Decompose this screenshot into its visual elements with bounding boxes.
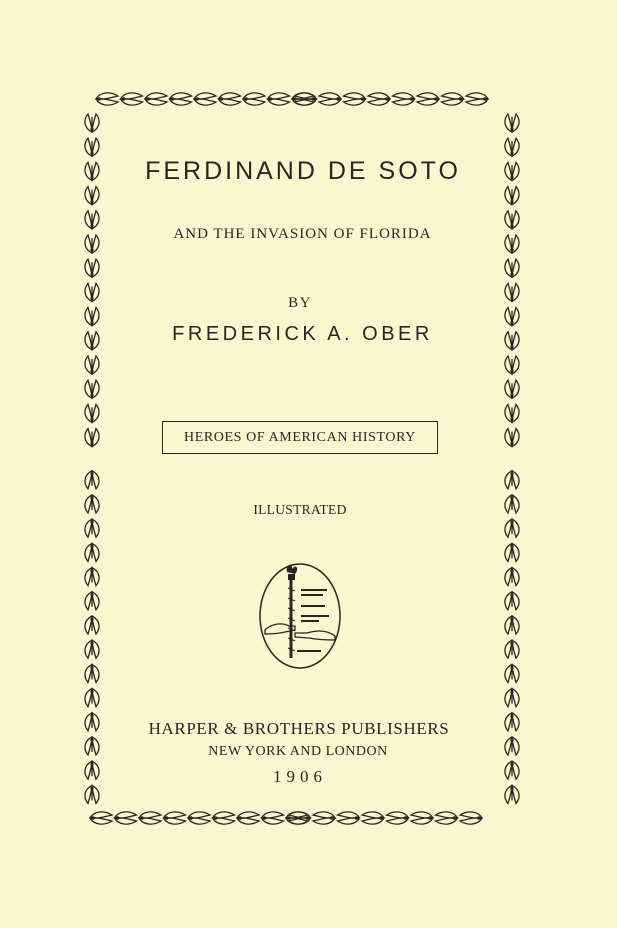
border-leaf — [411, 812, 433, 824]
border-leaf — [85, 785, 99, 803]
border-leaf — [460, 812, 482, 824]
border-leaf — [85, 162, 99, 180]
border-leaf — [121, 93, 143, 105]
border-leaf — [505, 785, 519, 803]
border-leaf — [164, 812, 186, 824]
border-leaf — [505, 356, 519, 374]
border-leaf — [505, 283, 519, 301]
border-leaf — [85, 187, 99, 205]
border-leaf — [115, 812, 137, 824]
publisher-name: HARPER & BROTHERS PUBLISHERS — [148, 719, 450, 738]
border-leaf — [313, 812, 335, 824]
book-title: FERDINAND DE SOTO — [145, 157, 461, 185]
border-leaf — [268, 93, 290, 105]
book-subtitle: AND THE INVASION OF FLORIDA — [173, 226, 432, 242]
border-leaf — [505, 543, 519, 561]
border-leaf — [96, 93, 118, 105]
border-leaf — [505, 616, 519, 634]
border-leaf — [262, 812, 284, 824]
border-leaf — [505, 761, 519, 779]
border-leaf — [85, 761, 99, 779]
border-leaf — [505, 332, 519, 350]
border-leaf — [505, 592, 519, 610]
border-leaf — [145, 93, 167, 105]
border-leaf — [505, 640, 519, 658]
border-leaf — [505, 162, 519, 180]
border-leaf — [85, 664, 99, 682]
border-leaf — [505, 308, 519, 326]
border-leaf — [344, 93, 366, 105]
border-leaf — [85, 114, 99, 132]
border-leaf — [505, 235, 519, 253]
border-leaf — [505, 187, 519, 205]
border-leaf — [466, 93, 488, 105]
border-leaf — [237, 812, 259, 824]
border-leaf — [505, 114, 519, 132]
border-leaf — [393, 93, 415, 105]
border-leaf — [85, 429, 99, 447]
border-leaf — [85, 211, 99, 229]
publication-year: 1906 — [273, 767, 327, 786]
border-leaf — [85, 495, 99, 513]
border-leaf — [417, 93, 439, 105]
border-leaf — [505, 689, 519, 707]
border-leaf — [505, 737, 519, 755]
border-leaf — [505, 138, 519, 156]
border-leaf — [368, 93, 390, 105]
border-leaf — [219, 93, 241, 105]
border-leaf — [188, 812, 210, 824]
border-leaf — [505, 713, 519, 731]
border-leaf — [213, 812, 235, 824]
border-leaf — [85, 568, 99, 586]
border-leaf — [85, 235, 99, 253]
author-name: FREDERICK A. OBER — [172, 323, 433, 345]
border-leaf — [85, 616, 99, 634]
border-leaf — [85, 259, 99, 277]
border-leaf — [139, 812, 161, 824]
illustrated-label: ILLUSTRATED — [253, 502, 347, 517]
border-leaf — [436, 812, 458, 824]
border-leaf — [85, 404, 99, 422]
border-leaf — [85, 543, 99, 561]
border-leaf — [85, 737, 99, 755]
border-leaf — [85, 519, 99, 537]
border-leaf — [90, 812, 112, 824]
border-leaf — [387, 812, 409, 824]
border-leaf — [85, 713, 99, 731]
border-leaf — [243, 93, 265, 105]
border-leaf — [85, 592, 99, 610]
border-leaf — [85, 640, 99, 658]
border-leaf — [85, 356, 99, 374]
border-leaf — [85, 471, 99, 489]
by-line: BY — [288, 295, 312, 311]
border-leaf — [505, 380, 519, 398]
border-leaf — [85, 283, 99, 301]
border-leaf — [505, 519, 519, 537]
border-leaf — [505, 495, 519, 513]
border-leaf — [194, 93, 216, 105]
publication-place: NEW YORK AND LONDON — [208, 744, 388, 759]
border-leaf — [85, 689, 99, 707]
border-leaf — [362, 812, 384, 824]
border-leaf — [505, 471, 519, 489]
border-leaf — [505, 429, 519, 447]
border-leaf — [505, 404, 519, 422]
border-leaf — [442, 93, 464, 105]
series-box — [162, 421, 438, 454]
series-name: HEROES OF AMERICAN HISTORY — [184, 429, 416, 445]
border-leaf — [319, 93, 341, 105]
border-leaf — [338, 812, 360, 824]
border-leaf — [505, 568, 519, 586]
border-leaf — [505, 664, 519, 682]
border-leaf — [505, 211, 519, 229]
border-leaf — [85, 380, 99, 398]
publisher-device-icon — [257, 560, 343, 672]
border-leaf — [85, 308, 99, 326]
border-leaf — [170, 93, 192, 105]
border-leaf — [85, 138, 99, 156]
border-leaf — [505, 259, 519, 277]
border-leaf — [85, 332, 99, 350]
